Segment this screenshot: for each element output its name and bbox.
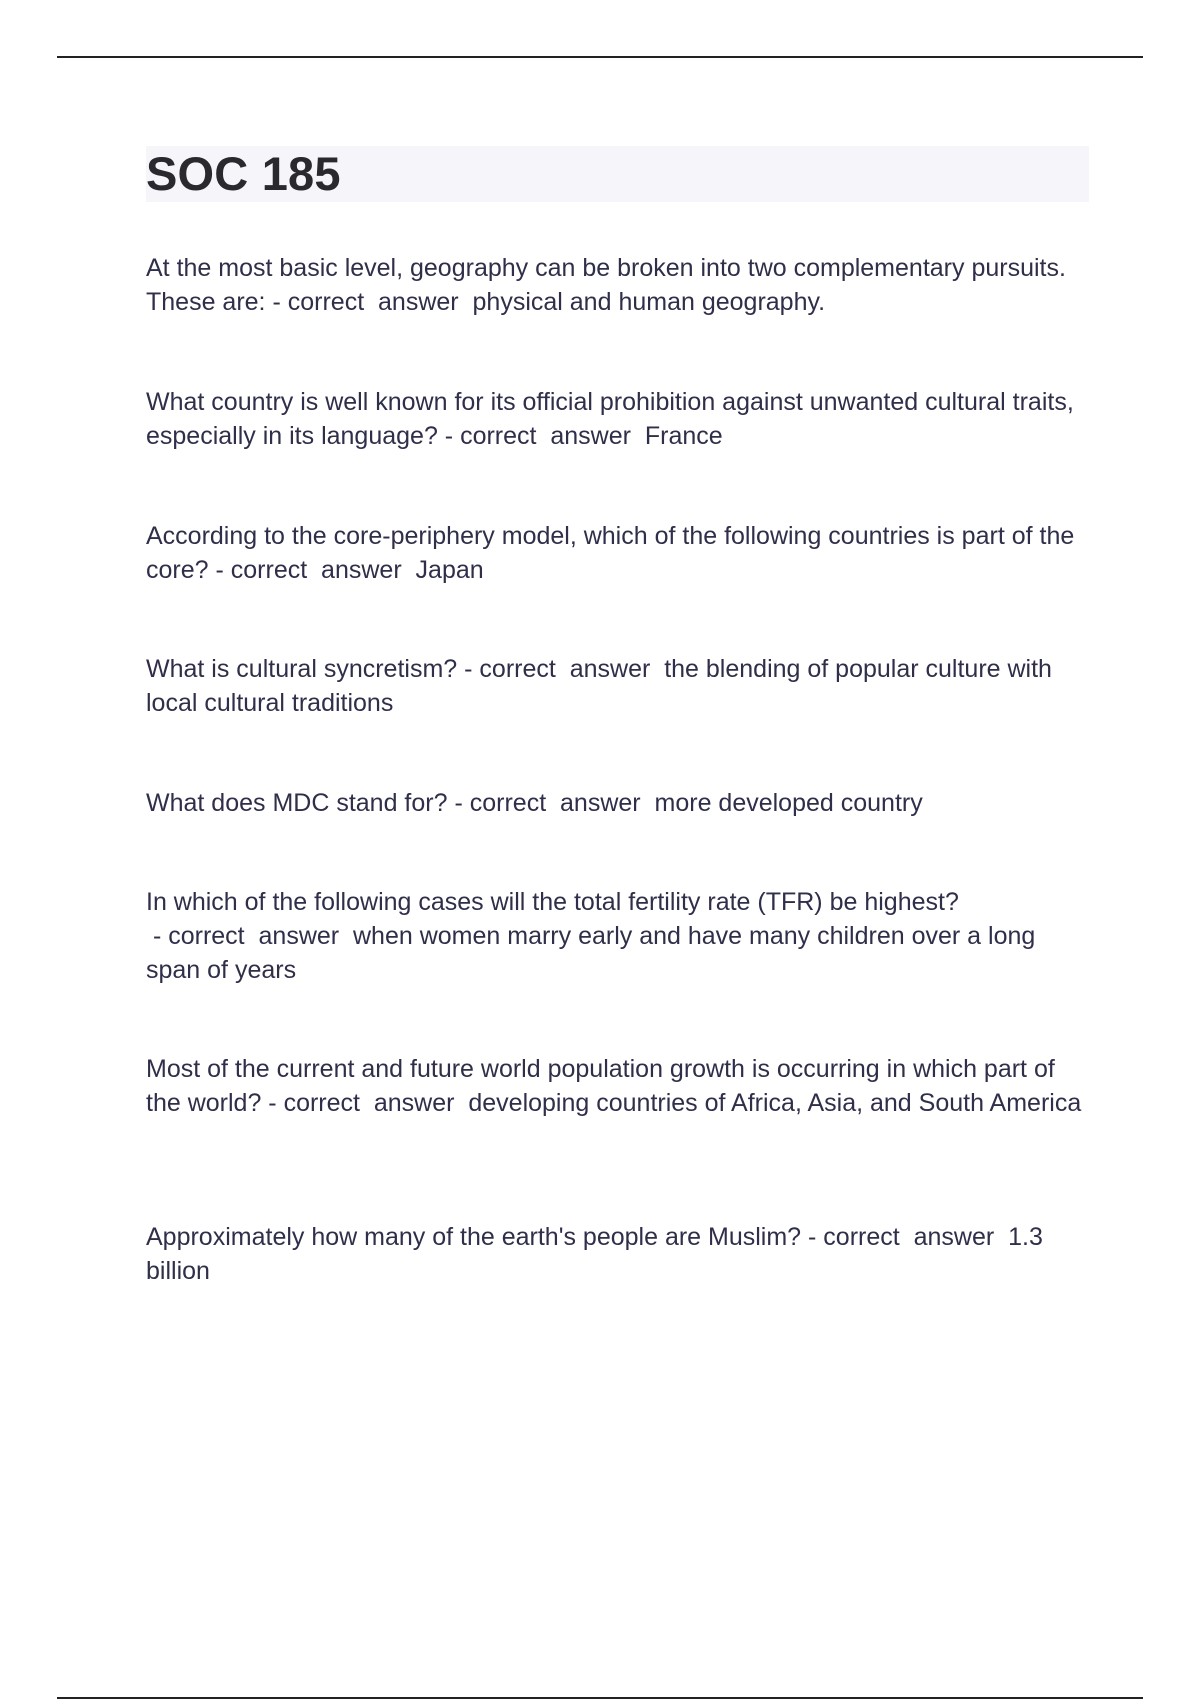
qa-item bbox=[146, 385, 1096, 453]
question-text: What is cultural syncretism? bbox=[146, 655, 458, 683]
qa-item bbox=[146, 1052, 1096, 1120]
answer-separator: - correct answer bbox=[208, 556, 416, 584]
qa-item bbox=[146, 1220, 1096, 1288]
qa-item bbox=[146, 251, 1096, 319]
qa-item bbox=[146, 885, 1096, 987]
answer-separator: - correct answer bbox=[437, 422, 645, 450]
answer-separator: - correct answer bbox=[457, 655, 665, 683]
answer-text: the blending of popular culture with local cultural traditions bbox=[146, 655, 1052, 717]
question-text: At the most basic level, geography can be broken into two complementary pursuits. These are: bbox=[146, 254, 1066, 316]
page-title: SOC 185 bbox=[146, 147, 341, 200]
answer-text: developing countries of Africa, Asia, and South America bbox=[468, 1089, 1082, 1117]
qa-item bbox=[146, 519, 1096, 587]
answer-text: Japan bbox=[415, 556, 484, 584]
top-divider bbox=[57, 56, 1143, 58]
question-text: According to the core-periphery model, which of the following countries is part of the core? bbox=[146, 522, 1075, 584]
answer-text: when women marry early and have many children over a long span of years bbox=[146, 922, 1036, 984]
question-text: Most of the current and future world population growth is occurring in which part of the world? bbox=[146, 1055, 1055, 1117]
answer-separator: - correct answer bbox=[447, 789, 655, 817]
answer-text: physical and human geography. bbox=[472, 288, 826, 316]
question-text: In which of the following cases will the total fertility rate (TFR) be highest? bbox=[146, 888, 959, 916]
bottom-divider bbox=[57, 1697, 1143, 1699]
question-text: What country is well known for its official prohibition against unwanted cultural traits, especially in its language? bbox=[146, 388, 1074, 450]
answer-separator: - correct answer bbox=[261, 1089, 469, 1117]
qa-item bbox=[146, 652, 1096, 720]
answer-separator: - correct answer bbox=[146, 922, 353, 950]
question-text: What does MDC stand for? bbox=[146, 789, 448, 817]
answer-separator: - correct answer bbox=[801, 1223, 1009, 1251]
answer-separator: - correct answer bbox=[265, 288, 473, 316]
answer-text: 1.3 billion bbox=[146, 1223, 1043, 1285]
qa-item bbox=[146, 786, 1096, 820]
answer-text: France bbox=[644, 422, 723, 450]
answer-text: more developed country bbox=[654, 789, 923, 817]
question-text: Approximately how many of the earth's people are Muslim? bbox=[146, 1223, 802, 1251]
